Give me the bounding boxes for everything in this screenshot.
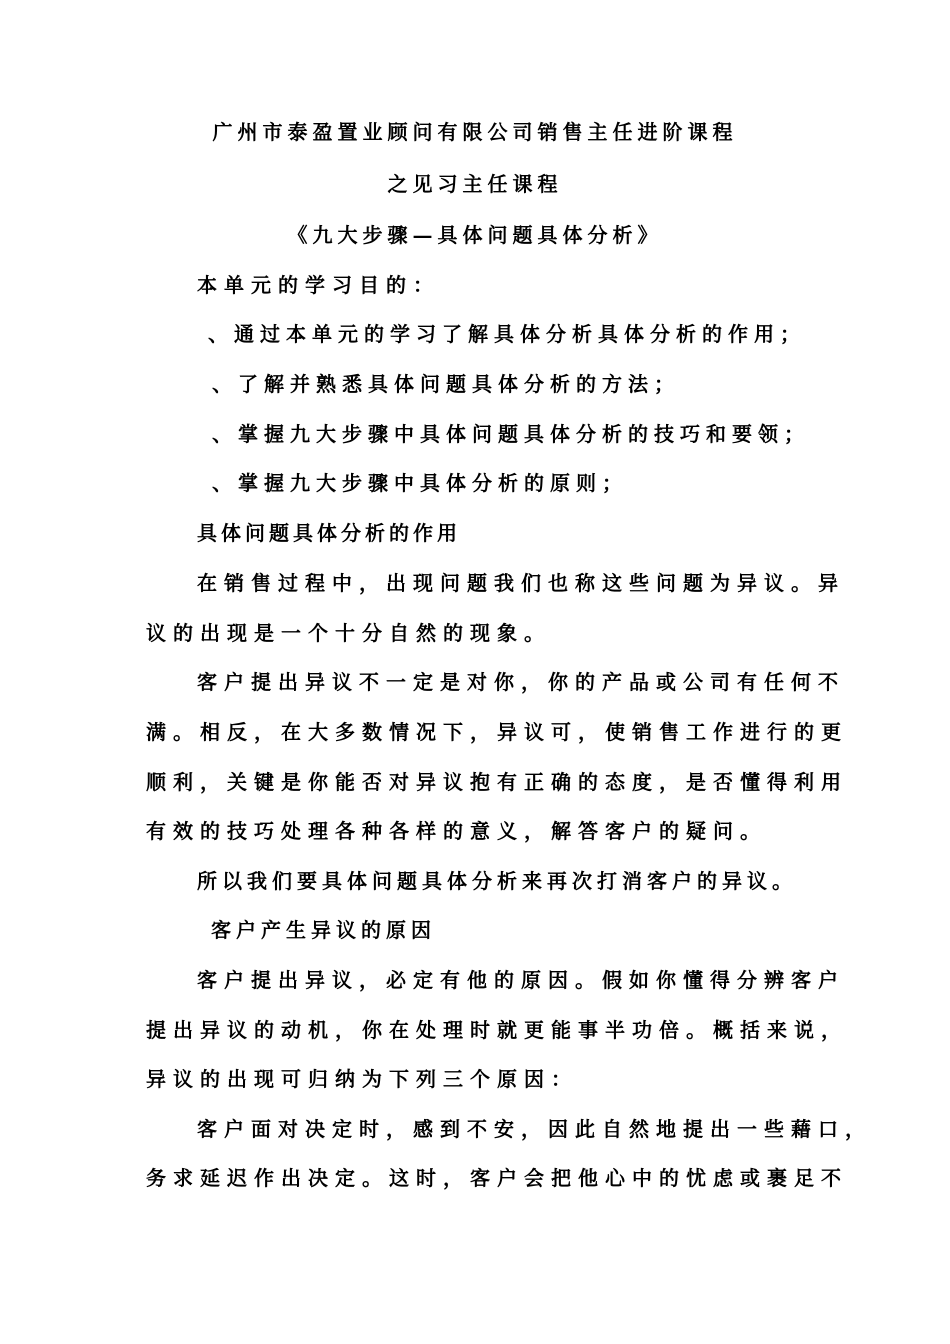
section-heading-reasons: 客户产生异议的原因 [211,918,436,942]
paragraph-2-line-4: 有效的技巧处理各种各样的意义，解答客户的疑问。 [146,819,767,843]
paragraph-1-line-2: 议的出现是一个十分自然的现象。 [146,621,551,645]
title-line-3: 《九大步骤—具体问题具体分析》 [287,223,663,247]
paragraph-4-line-2: 提出异议的动机，你在处理时就更能事半功倍。概括来说， [146,1018,848,1042]
paragraph-4-line-3: 异议的出现可归纳为下列三个原因： [146,1067,578,1091]
paragraph-2-line-2: 满。相反，在大多数情况下，异议可，使销售工作进行的更 [146,720,848,744]
paragraph-2-line-1: 客户提出异议不一定是对你，你的产品或公司有任何不 [197,670,845,694]
objective-item-1: 、通过本单元的学习了解具体分析具体分析的作用； [208,322,806,346]
title-line-1: 广州市泰盈置业顾问有限公司销售主任进阶课程 [212,120,738,144]
title-line-2: 之见习主任课程 [387,172,563,196]
section-heading-role: 具体问题具体分析的作用 [197,521,461,545]
paragraph-5-line-1: 客户面对决定时，感到不安，因此自然地提出一些藉口， [197,1117,872,1141]
objective-item-4: 、掌握九大步骤中具体分析的原则； [212,471,628,495]
paragraph-4-line-1: 客户提出异议，必定有他的原因。假如你懂得分辨客户 [197,968,845,992]
paragraph-3: 所以我们要具体问题具体分析来再次打消客户的异议。 [197,869,797,893]
objective-item-3: 、掌握九大步骤中具体问题具体分析的技巧和要领； [212,422,810,446]
paragraph-2-line-3: 顺利，关键是你能否对异议抱有正确的态度，是否懂得利用 [146,770,848,794]
paragraph-1-line-1: 在销售过程中，出现问题我们也称这些问题为异议。异 [197,571,845,595]
objective-item-2: 、了解并熟悉具体问题具体分析的方法； [212,372,680,396]
objectives-heading: 本单元的学习目的： [197,273,440,297]
paragraph-5-line-2: 务求延迟作出决定。这时，客户会把他心中的忧虑或裹足不 [146,1166,848,1190]
